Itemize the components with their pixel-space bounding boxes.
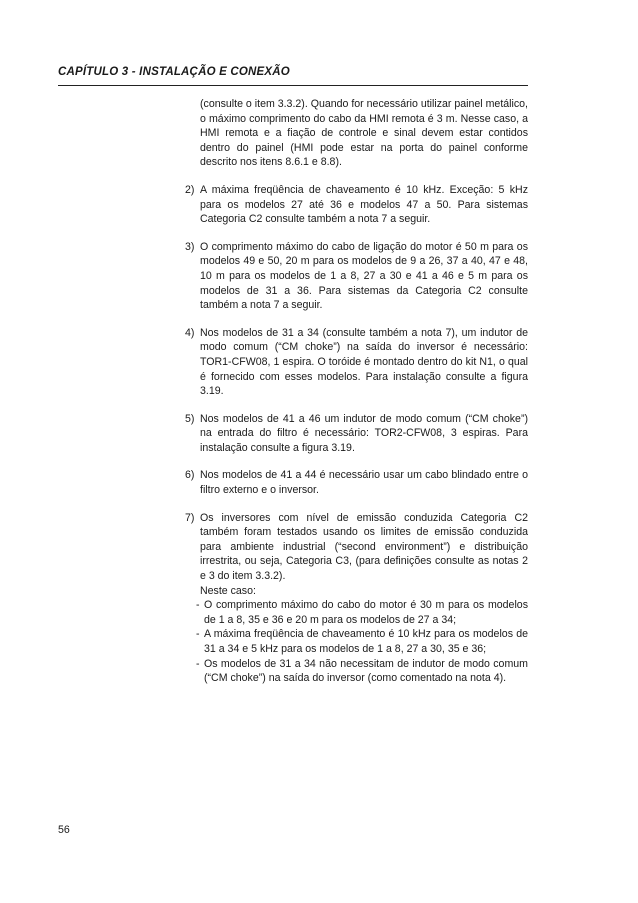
note-text: O comprimento máximo do cabo de ligação do motor é 50 m para os modelos 49 e 50, 20 m para os modelos de 9 a 26, 37 a 40, 47 e 48, 10 m para os modelos de 1 a 8, 27 a 30 e 41 a 46 e 5 m para os modelos de 31 a 36. Para sistemas da Categoria C2 consulte também a nota 7 a seguir.	[200, 240, 528, 312]
note-item-4	[185, 326, 528, 399]
bullet-dash: -	[196, 657, 200, 670]
note-number: 4)	[185, 326, 195, 339]
page-number: 56	[58, 824, 70, 836]
note-continuation	[185, 97, 528, 170]
notes-content	[185, 97, 528, 699]
note-number: 3)	[185, 240, 195, 253]
note-continuation-text: (consulte o item 3.3.2). Quando for necessário utilizar painel metálico, o máximo comprimento do cabo da HMI remota é 3 m. Nesse caso, a HMI remota e a fiação de controle e sinal devem estar contidos dentro do painel (HMI pode estar na porta do painel conforme descrito nos itens 8.6.1 e 8.8).	[200, 98, 528, 169]
note-text: Os inversores com nível de emissão conduzida Categoria C2 também foram testados usando os limites de emissão conduzida para ambiente industrial (“second environment”) e distribuição irrestrita, ou seja, Categoria C3, (para definições consulte as notas 2 e 3 do item 3.3.2).	[200, 511, 528, 583]
bullet-dash: -	[196, 599, 200, 612]
note-text: Nos modelos de 41 a 46 um indutor de modo comum (“CM choke”) na entrada do filtro é necessário: TOR2-CFW08, 3 espiras. Para instalação consulte a figura 3.19.	[200, 412, 528, 454]
note-text: Nos modelos de 31 a 34 (consulte também a nota 7), um indutor de modo comum (“CM choke”) na saída do inversor é necessário: TOR1-CFW08, 1 espira. O toróide é montado dentro do kit N1, o qual é fornecido com esses modelos. Para instalação consulte a figura 3.19.	[200, 326, 528, 398]
note-number: 7)	[185, 511, 195, 524]
note-item-2	[185, 183, 528, 227]
note-text: A máxima freqüência de chaveamento é 10 kHz. Exceção: 5 kHz para os modelos 27 até 36 e modelos 47 a 50. Para sistemas Categoria C2 consulte também a nota 7 a seguir.	[200, 183, 528, 226]
bullet-text: Os modelos de 31 a 34 não necessitam de indutor de modo comum (“CM choke”) na saída do inversor (como comentado na nota 4).	[204, 657, 528, 685]
bullet-text: A máxima freqüência de chaveamento é 10 kHz para os modelos de 31 a 34 e 5 kHz para os modelos de 1 a 8, 27 a 30, 35 e 36;	[204, 628, 528, 655]
bullet-item	[196, 627, 528, 656]
note-number: 2)	[185, 183, 195, 196]
note-item-6	[185, 468, 528, 497]
header-rule	[58, 85, 528, 86]
note-item-5	[185, 412, 528, 456]
note-number: 5)	[185, 412, 195, 425]
note-item-3	[185, 240, 528, 313]
bullet-dash: -	[196, 628, 200, 641]
note-subheading: Neste caso:	[200, 584, 256, 597]
bullet-item	[196, 598, 528, 627]
note-text: Nos modelos de 41 a 44 é necessário usar um cabo blindado entre o filtro externo e o inversor.	[200, 469, 528, 497]
note-number: 6)	[185, 469, 195, 482]
bullet-item	[196, 657, 528, 686]
note-item-7	[185, 511, 528, 686]
bullet-text: O comprimento máximo do cabo do motor é 30 m para os modelos de 1 a 8, 35 e 36 e 20 m para os modelos de 27 a 34;	[204, 599, 528, 626]
chapter-header: CAPÍTULO 3 - INSTALAÇÃO E CONEXÃO	[58, 66, 290, 78]
